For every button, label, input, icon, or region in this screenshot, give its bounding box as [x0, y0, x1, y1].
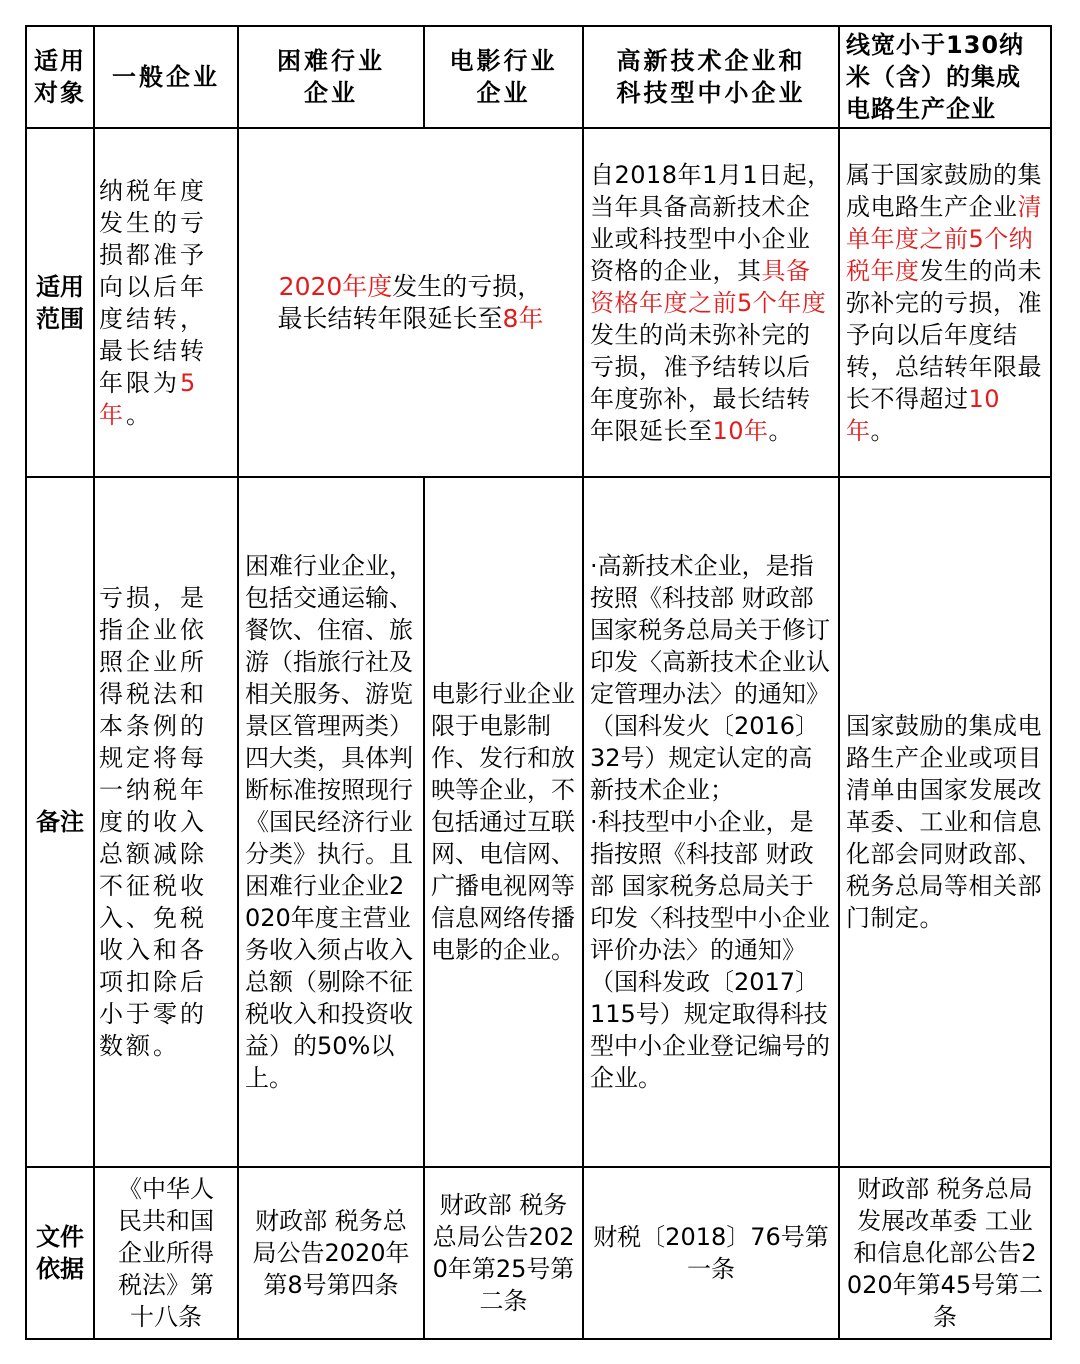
- header-general: 一般企业: [94, 26, 238, 128]
- scope-ic-highlight2: 10年: [846, 384, 1001, 445]
- scope-general-tail: 。: [126, 400, 153, 429]
- scope-hightech: [583, 128, 839, 477]
- remarks-ic: 国家鼓励的集成电路生产企业或项目清单由国家发展改革委、工业和信息化部会同财政部、税务总局等相关部门制定。: [839, 477, 1051, 1167]
- scope-ic-tail: 。: [870, 416, 895, 445]
- header-target: 适用对象: [26, 26, 94, 128]
- scope-general: [94, 128, 238, 477]
- remarks-hightech-item-2: ·科技型中小企业，是指按照《科技部 财政部 国家税务总局关于印发〈科技型中小企业评价办法〉的通知》（国科发政〔2017〕115号）规定取得科技型中小企业登记编号的企业。: [590, 808, 830, 1092]
- scope-difficult-film: [238, 128, 583, 477]
- header-row: [26, 26, 1051, 128]
- scope-ic-text1: 属于国家鼓励的集成电路生产企业: [846, 160, 1042, 221]
- scope-row: [26, 128, 1051, 477]
- basis-hightech: 财税〔2018〕76号第一条: [583, 1167, 839, 1339]
- header-difficult: 困难行业企业: [238, 26, 424, 128]
- scope-hightech-text2: 发生的尚未弥补完的亏损，准予结转以后年度弥补，最长结转年限延长至: [590, 320, 811, 445]
- scope-df-highlight-year: 2020年度: [278, 271, 393, 301]
- scope-df-highlight-limit: 8年: [502, 303, 544, 333]
- scope-hightech-text1: 自2018年1月1日起，当年具备高新技术企业或科技型中小企业资格的企业，其: [590, 160, 832, 285]
- row-label-basis: 文件依据: [26, 1167, 94, 1339]
- remarks-general: 亏损，是指企业依照企业所得税法和本条例的规定将每一纳税年度的收入总额减除不征税收入、免税收入和各项扣除后小于零的数额。: [94, 477, 238, 1167]
- scope-general-text: 纳税年度发生的亏损都准予向以后年度结转，最长结转年限为: [99, 176, 207, 397]
- row-label-scope: 适用范围: [26, 128, 94, 477]
- basis-difficult: 财政部 税务总局公告2020年第8号第四条: [238, 1167, 424, 1339]
- header-film: 电影行业企业: [424, 26, 583, 128]
- remarks-difficult: 困难行业企业，包括交通运输、餐饮、住宿、旅游（指旅行社及相关服务、游览景区管理两类）四大类，具体判断标准按照现行《国民经济行业分类》执行。且困难行业企业2020年度主营业务收入须占收入总额（剔除不征税收入和投资收益）的50%以上。: [238, 477, 424, 1167]
- basis-row: [26, 1167, 1051, 1339]
- basis-ic: 财政部 税务总局 发展改革委 工业和信息化部公告2020年第45号第二条: [839, 1167, 1051, 1339]
- scope-general-highlight: 5年: [99, 368, 199, 429]
- remarks-hightech-item-1: ·高新技术企业，是指按照《科技部 财政部 国家税务总局关于修订印发〈高新技术企业认定管理办法〉的通知》（国科发火〔2016〕32号）规定认定的高新技术企业；: [590, 552, 830, 804]
- scope-hightech-highlight2: 10年: [712, 416, 769, 445]
- basis-general: 《中华人民共和国企业所得税法》第十八条: [94, 1167, 238, 1339]
- header-hightech: 高新技术企业和科技型中小企业: [583, 26, 839, 128]
- header-ic: 线宽小于130纳米（含）的集成电路生产企业: [839, 26, 1051, 128]
- scope-ic-text2: 发生的尚未弥补完的亏损，准予向以后年度结转，总结转年限最长不得超过: [846, 256, 1042, 413]
- basis-film: 财政部 税务总局公告2020年第25号第二条: [424, 1167, 583, 1339]
- remarks-row: [26, 477, 1051, 1167]
- remarks-film: 电影行业企业限于电影制作、发行和放映等企业，不包括通过互联网、电信网、广播电视网等信息网络传播电影的企业。: [424, 477, 583, 1167]
- row-label-remarks: 备注: [26, 477, 94, 1167]
- scope-ic-highlight1: 清单年度之前5个纳税年度: [846, 192, 1042, 285]
- scope-df-text1: 发生的亏损，: [392, 271, 543, 301]
- remarks-hightech: [583, 477, 839, 1167]
- scope-df-text2: 最长结转年限延长至: [277, 303, 503, 333]
- scope-hightech-highlight1: 具备资格年度之前5个年度: [590, 256, 827, 317]
- scope-hightech-tail: 。: [768, 416, 794, 445]
- loss-carryforward-table: [25, 25, 1052, 1340]
- scope-ic: [839, 128, 1051, 477]
